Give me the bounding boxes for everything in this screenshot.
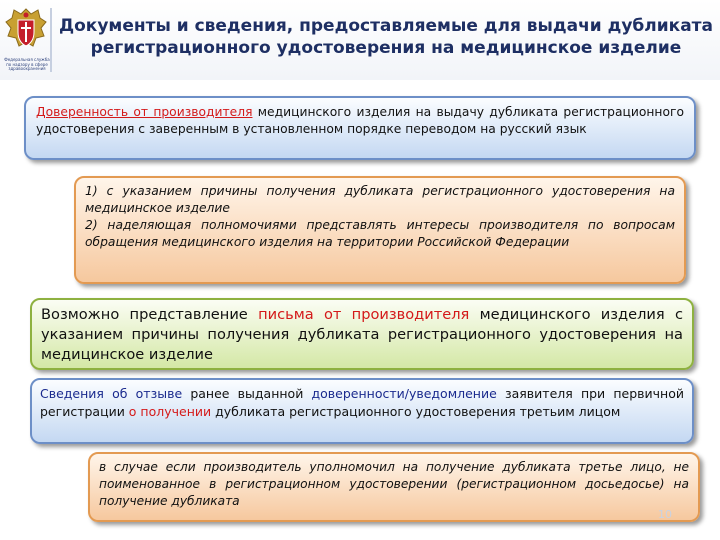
manufacturer-letter-text: Возможно представление письма от производителя медицинского изделия с указанием причины получения дубликата регистрационного удостоверения на медицинское изделие bbox=[41, 306, 683, 363]
slide-header bbox=[0, 0, 720, 80]
revocation-info-box bbox=[30, 378, 694, 444]
page-title: Документы и сведения, предоставляемые для выдачи дубликата регистрационного удостоверения на медицинское изделие bbox=[58, 16, 713, 58]
agency-name: Федеральная служба по надзору в сфере здравоохранения bbox=[4, 57, 50, 72]
requirement-item-1: 1) с указанием причины получения дубликата регистрационного удостоверения на медицинское изделие bbox=[85, 184, 675, 215]
coat-of-arms-icon bbox=[4, 6, 48, 56]
revocation-highlight: Сведения об отзыве bbox=[40, 386, 183, 401]
attorney-requirements-box bbox=[74, 176, 686, 284]
requirement-item-2: 2) наделяющая полномочиями представлять интересы производителя по вопросам обращения медицинского изделия на территории Российской Федерации bbox=[85, 218, 675, 249]
power-of-attorney-text: Доверенность от производителя медицинского изделия на выдачу дубликата регистрационного удостоверения с заверенным в установленном порядке переводом на русский язык bbox=[36, 105, 684, 136]
power-of-attorney-box bbox=[24, 96, 696, 160]
receipt-highlight: о получении bbox=[128, 404, 212, 419]
manufacturer-letter-highlight: письма от производителя bbox=[258, 306, 470, 323]
manufacturer-letter-box bbox=[30, 298, 694, 370]
power-of-attorney-highlight: Доверенность от производителя bbox=[36, 105, 253, 119]
page-number: 10 bbox=[658, 508, 672, 521]
third-party-note-box bbox=[88, 452, 700, 522]
revocation-info-text: Сведения об отзыве ранее выданной доверенности/уведомление заявителя при первичной регистрации о получении дубликата регистрационного удостоверения третьим лицом bbox=[40, 386, 684, 419]
attorney-notice-highlight: доверенности/уведомление bbox=[311, 386, 497, 401]
third-party-note-text: в случае если производитель уполномочил на получение дубликата третье лицо, не поименованное в регистрационном удостоверении (регистрационном досьедосье) на получение дубликата bbox=[99, 460, 689, 508]
